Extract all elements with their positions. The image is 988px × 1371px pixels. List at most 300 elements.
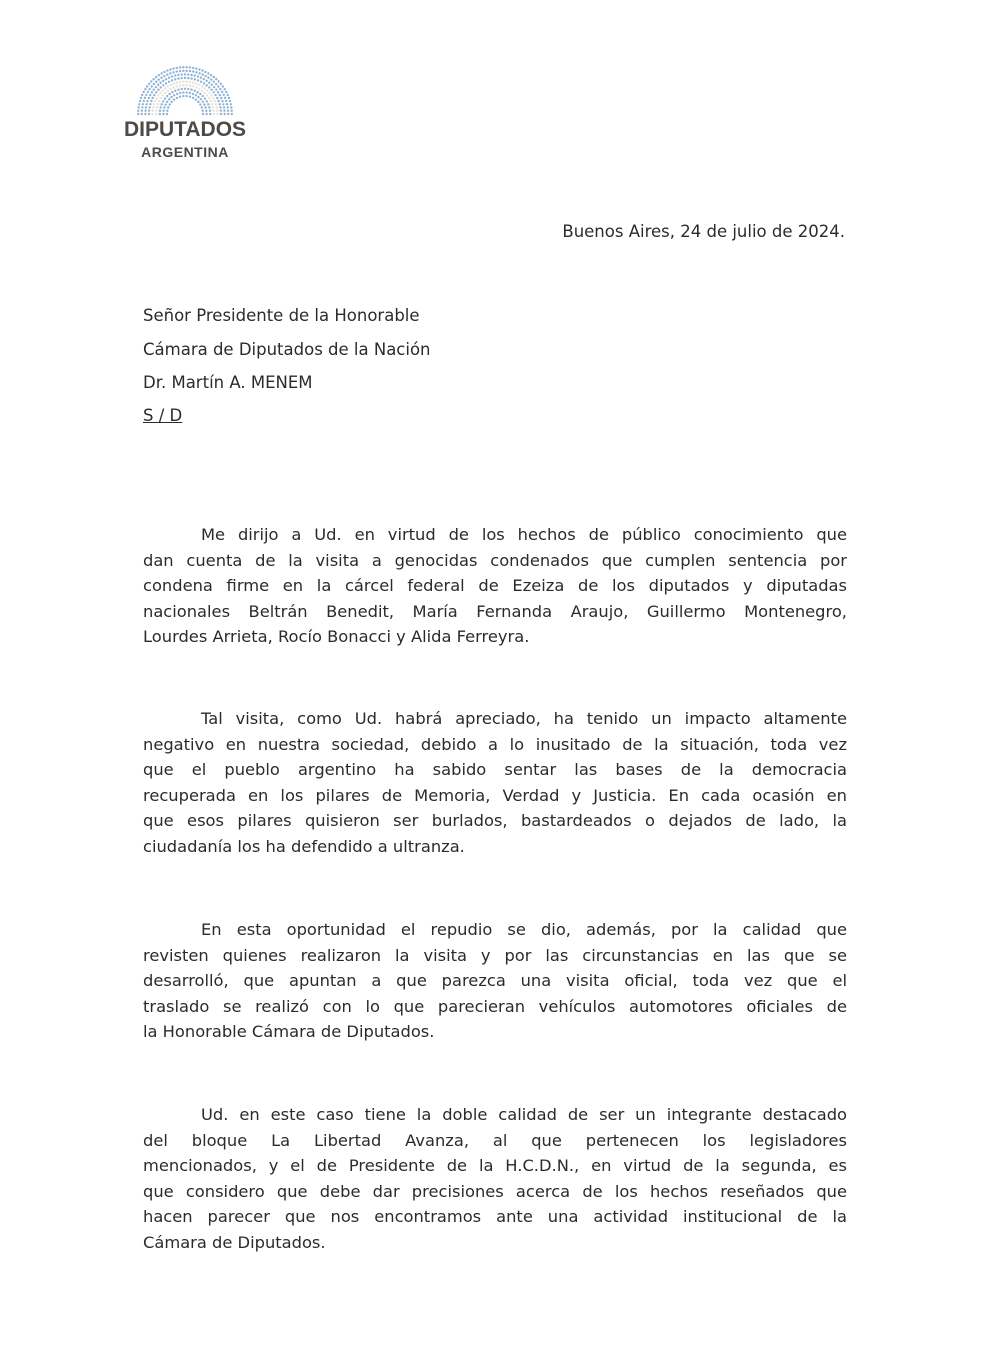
seat-dot	[148, 109, 150, 111]
seat-dot	[210, 94, 212, 96]
seat-dot	[140, 97, 142, 99]
seat-dot	[142, 103, 144, 105]
diputados-logo	[115, 60, 255, 170]
seat-dot	[165, 78, 167, 80]
seat-dot	[176, 93, 178, 95]
seat-dot	[155, 86, 157, 88]
seat-dot	[194, 78, 196, 80]
seat-dot	[223, 110, 225, 112]
seat-dot	[190, 88, 192, 90]
seat-dot	[208, 97, 210, 99]
seat-dot	[141, 94, 143, 96]
seat-dot	[166, 109, 168, 111]
seat-dot	[197, 96, 199, 98]
seat-dot	[154, 100, 156, 102]
seat-dot	[166, 73, 168, 75]
seat-dot	[160, 97, 162, 99]
paragraph-line: la Honorable Cámara de Diputados.	[143, 1022, 435, 1041]
recipient-line-2: Cámara de Diputados de la Nación	[143, 340, 431, 359]
seat-dot	[148, 113, 150, 115]
recipient-sd: S / D	[143, 406, 183, 425]
seat-dot	[198, 88, 200, 90]
seat-dot	[201, 90, 203, 92]
seat-dot	[141, 106, 143, 108]
paragraph-line: que esos pilares quisieron ser burlados, bastardeados o dejados de lado, la	[143, 811, 847, 830]
seat-dot	[217, 91, 219, 93]
seat-dot	[185, 70, 187, 72]
seat-dot	[169, 68, 171, 70]
seat-dot	[227, 94, 229, 96]
seat-dot	[195, 71, 197, 73]
seat-dot	[198, 72, 200, 74]
seat-dot	[220, 113, 222, 115]
seat-dot	[190, 77, 192, 79]
seat-dot	[146, 100, 148, 102]
paragraph-line: hacen parecer que nos encontramos ante una actividad institucional de la	[143, 1207, 847, 1226]
seat-dot	[194, 74, 196, 76]
seat-dot	[163, 75, 165, 77]
seat-dot	[230, 106, 232, 108]
seat-dot	[172, 71, 174, 73]
paragraph-line: Cámara de Diputados.	[143, 1232, 326, 1252]
seat-dot	[174, 90, 176, 92]
seat-dot	[187, 88, 189, 90]
seat-dot	[159, 110, 161, 112]
seat-dot	[219, 88, 221, 90]
seat-dot	[192, 85, 194, 87]
seat-dot	[221, 100, 223, 102]
seat-dot	[170, 84, 172, 86]
seat-dot	[179, 95, 181, 97]
seat-dot	[217, 80, 219, 82]
seat-dot	[171, 75, 173, 77]
paragraph-line: condena firme en la cárcel federal de Ezeiza de los diputados y diputadas	[143, 576, 847, 595]
seat-dot	[208, 106, 210, 108]
paragraph-line: que el pueblo argentino ha sabido sentar las bases de la democracia	[143, 760, 847, 779]
seat-dot	[162, 80, 164, 82]
seat-dot	[157, 103, 159, 105]
seat-dot	[192, 81, 194, 83]
seat-dot	[230, 110, 232, 112]
paragraph-line: nacionales Beltrán Benedit, María Fernanda Araujo, Guillermo Montenegro,	[143, 601, 847, 621]
seat-dot	[214, 94, 216, 96]
paragraph-line: Tal visita, como Ud. habrá apreciado, ha tenido un impacto altamente	[201, 709, 847, 728]
seat-dot	[222, 85, 224, 87]
seat-dot	[184, 73, 186, 75]
seat-dot	[228, 97, 230, 99]
seat-dot	[162, 110, 164, 112]
seat-dot	[227, 109, 229, 111]
seat-dot	[179, 70, 181, 72]
seat-dot	[181, 73, 183, 75]
seat-dot	[210, 100, 212, 102]
seat-dot	[161, 89, 163, 91]
seat-dot	[153, 83, 155, 85]
seat-dot	[223, 88, 225, 90]
seat-dot	[176, 67, 178, 69]
seat-dot	[192, 97, 194, 99]
seat-dot	[149, 103, 151, 105]
seat-dot	[164, 103, 166, 105]
seat-dot	[137, 110, 139, 112]
seat-dot	[197, 79, 199, 81]
seat-dot	[231, 113, 233, 115]
paragraph-line: En esta oportunidad el repudio se dio, además, por la calidad que	[201, 920, 847, 939]
seat-dot	[220, 83, 222, 85]
seat-dot	[139, 100, 141, 102]
seat-dot	[215, 83, 217, 85]
seat-dot	[205, 113, 207, 115]
seat-dot	[168, 93, 170, 95]
seat-dot	[173, 94, 175, 96]
seat-dot	[151, 91, 153, 93]
paragraph-line: Ud. en este caso tiene la doble calidad de ser un integrante destacado	[201, 1105, 847, 1124]
seat-dot	[189, 84, 191, 86]
seat-dot	[182, 91, 184, 93]
seat-dot	[144, 97, 146, 99]
recipient-line-3: Dr. Martín A. MENEM	[143, 373, 313, 392]
seat-dot	[167, 85, 169, 87]
seat-dot	[198, 84, 200, 86]
seat-dot	[215, 103, 217, 105]
seat-dot	[193, 90, 195, 92]
hemicycle-icon	[135, 64, 235, 116]
seat-dot	[170, 96, 172, 98]
seat-dot	[155, 109, 157, 111]
seat-dot	[167, 106, 169, 108]
seat-dot	[198, 68, 200, 70]
seat-dot	[197, 101, 199, 103]
seat-dot	[176, 81, 178, 83]
seat-dot	[204, 71, 206, 73]
seat-dot	[172, 67, 174, 69]
seat-dot	[203, 103, 205, 105]
seat-dot	[213, 113, 215, 115]
seat-dot	[174, 74, 176, 76]
seat-dot	[171, 101, 173, 103]
seat-dot	[174, 78, 176, 80]
seat-dot	[166, 113, 168, 115]
seat-dot	[197, 75, 199, 77]
seat-dot	[179, 81, 181, 83]
seat-dot	[138, 103, 140, 105]
seat-dot	[209, 110, 211, 112]
seat-dot	[182, 84, 184, 86]
seat-dot	[164, 92, 166, 94]
seat-dot	[200, 81, 202, 83]
seat-dot	[215, 88, 217, 90]
seat-dot	[159, 82, 161, 84]
seat-dot	[148, 97, 150, 99]
seat-dot	[213, 91, 215, 93]
seat-dot	[192, 93, 194, 95]
seat-dot	[189, 95, 191, 97]
seat-dot	[202, 101, 204, 103]
seat-dot	[220, 97, 222, 99]
seat-dot	[177, 74, 179, 76]
seat-dot	[226, 106, 228, 108]
seat-dot	[210, 89, 212, 91]
seat-dot	[219, 94, 221, 96]
seat-dot	[171, 91, 173, 93]
seat-dot	[141, 109, 143, 111]
seat-dot	[212, 109, 214, 111]
seat-dot	[160, 72, 162, 74]
paragraph-3	[143, 917, 847, 1045]
paragraph-line: Lourdes Arrieta, Rocío Bonacci y Alida Ferreyra.	[143, 627, 530, 646]
seat-dot	[195, 94, 197, 96]
seat-dot	[162, 100, 164, 102]
seat-dot	[225, 91, 227, 93]
seat-dot	[179, 92, 181, 94]
seat-dot	[164, 97, 166, 99]
seat-dot	[212, 106, 214, 108]
seat-dot	[207, 77, 209, 79]
seat-dot	[152, 78, 154, 80]
seat-dot	[201, 109, 203, 111]
seat-dot	[184, 88, 186, 90]
seat-dot	[147, 91, 149, 93]
recipient-line-1: Señor Presidente de la Honorable	[143, 306, 420, 325]
seat-dot	[185, 91, 187, 93]
seat-dot	[206, 100, 208, 102]
paragraph-line: negativo en nuestra sociedad, debido a lo inusitado de la situación, toda vez	[143, 734, 847, 754]
seat-dot	[168, 77, 170, 79]
seat-dot	[204, 97, 206, 99]
seat-dot	[189, 70, 191, 72]
seat-dot	[205, 84, 207, 86]
seat-dot	[220, 109, 222, 111]
seat-dot	[185, 95, 187, 97]
seat-dot	[150, 100, 152, 102]
seat-dot	[182, 80, 184, 82]
seat-dot	[185, 84, 187, 86]
seat-dot	[207, 103, 209, 105]
seat-dot	[165, 82, 167, 84]
seat-dot	[227, 113, 229, 115]
seat-dot	[171, 79, 173, 81]
seat-dot	[201, 69, 203, 71]
seat-dot	[230, 103, 232, 105]
seat-dot	[219, 106, 221, 108]
seat-dot	[204, 87, 206, 89]
seat-dot	[223, 113, 225, 115]
seat-dot	[216, 97, 218, 99]
seat-dot	[159, 113, 161, 115]
seat-dot	[201, 73, 203, 75]
seat-dot	[162, 84, 164, 86]
seat-dot	[195, 98, 197, 100]
paragraph-line: que considero que debe dar precisiones acerca de los hechos reseñados que	[143, 1181, 847, 1201]
seat-dot	[213, 81, 215, 83]
seat-dot	[164, 87, 166, 89]
logo-subtitle: ARGENTINA	[141, 144, 229, 160]
seat-dot	[221, 91, 223, 93]
seat-dot	[185, 80, 187, 82]
seat-dot	[148, 83, 150, 85]
seat-dot	[179, 66, 181, 68]
seat-dot	[189, 66, 191, 68]
seat-dot	[208, 82, 210, 84]
paragraph-1	[143, 522, 847, 650]
seat-dot	[158, 78, 160, 80]
seat-dot	[152, 106, 154, 108]
seat-dot	[161, 103, 163, 105]
seat-dot	[163, 106, 165, 108]
seat-dot	[169, 72, 171, 74]
seat-dot	[155, 113, 157, 115]
seat-dot	[204, 92, 206, 94]
seat-dot	[200, 77, 202, 79]
seat-dot	[166, 95, 168, 97]
seat-dot	[185, 66, 187, 68]
seat-dot	[203, 82, 205, 84]
seat-dot	[182, 66, 184, 68]
seat-dot	[155, 76, 157, 78]
seat-dot	[182, 95, 184, 97]
seat-dot	[206, 94, 208, 96]
seat-dot	[173, 98, 175, 100]
seat-dot	[145, 106, 147, 108]
seat-dot	[208, 86, 210, 88]
seat-dot	[146, 85, 148, 87]
seat-dot	[148, 88, 150, 90]
seat-dot	[211, 84, 213, 86]
seat-dot	[160, 86, 162, 88]
seat-dot	[153, 88, 155, 90]
seat-dot	[166, 101, 168, 103]
seat-dot	[144, 113, 146, 115]
seat-dot	[177, 77, 179, 79]
seat-dot	[199, 103, 201, 105]
seat-dot	[155, 81, 157, 83]
logo-title: DIPUTADOS	[123, 118, 247, 141]
seat-dot	[159, 106, 161, 108]
seat-dot	[218, 103, 220, 105]
seat-dot	[143, 100, 145, 102]
seat-dot	[160, 77, 162, 79]
seat-dot	[224, 97, 226, 99]
seat-dot	[152, 97, 154, 99]
seat-dot	[144, 110, 146, 112]
seat-dot	[189, 81, 191, 83]
seat-dot	[162, 113, 164, 115]
seat-dot	[150, 85, 152, 87]
seat-dot	[180, 77, 182, 79]
seat-dot	[195, 67, 197, 69]
seat-dot	[141, 113, 143, 115]
seat-dot	[155, 97, 157, 99]
seat-dot	[205, 110, 207, 112]
seat-dot	[202, 95, 204, 97]
seat-dot	[215, 78, 217, 80]
seat-dot	[204, 75, 206, 77]
seat-dot	[184, 77, 186, 79]
seat-dot	[157, 84, 159, 86]
seat-dot	[166, 69, 168, 71]
paragraph-line: recuperada en los pilares de Memoria, Verdad y Justicia. En cada ocasión en	[143, 785, 847, 805]
paragraph-line: Me dirijo a Ud. en virtud de los hechos de público conocimiento que	[201, 525, 847, 544]
seat-dot	[158, 100, 160, 102]
seat-dot	[168, 81, 170, 83]
seat-dot	[203, 78, 205, 80]
seat-dot	[192, 70, 194, 72]
seat-dot	[187, 77, 189, 79]
seat-dot	[145, 94, 147, 96]
seat-dot	[162, 94, 164, 96]
seat-dot	[212, 97, 214, 99]
seat-dot	[144, 88, 146, 90]
seat-dot	[172, 86, 174, 88]
seat-dot	[177, 88, 179, 90]
paragraph-line: del bloque La Libertad Avanza, al que pertenecen los legisladores	[143, 1130, 847, 1150]
seat-dot	[223, 94, 225, 96]
seat-dot	[176, 70, 178, 72]
seat-dot	[168, 98, 170, 100]
seat-dot	[179, 84, 181, 86]
seat-dot	[201, 85, 203, 87]
paragraph-line: desarrolló, que apuntan a que parezca una visita oficial, toda vez que el	[143, 971, 847, 990]
seat-dot	[216, 106, 218, 108]
seat-dot	[209, 113, 211, 115]
seat-dot	[150, 80, 152, 82]
paragraph-line: mencionados, y el de Presidente de la H.C.D.N., en virtud de la segunda, es	[143, 1156, 847, 1175]
seat-dot	[159, 92, 161, 94]
seat-dot	[217, 100, 219, 102]
paragraph-line: ciudadanía los ha defendido a ultranza.	[143, 836, 465, 856]
seat-dot	[192, 67, 194, 69]
paragraph-2	[143, 706, 847, 859]
seat-dot	[169, 103, 171, 105]
seat-dot	[216, 110, 218, 112]
seat-dot	[153, 103, 155, 105]
seat-dot	[206, 89, 208, 91]
seat-dot	[202, 113, 204, 115]
seat-dot	[181, 88, 183, 90]
seat-dot	[145, 103, 147, 105]
seat-dot	[210, 74, 212, 76]
seat-dot	[195, 82, 197, 84]
seat-dot	[195, 86, 197, 88]
seat-dot	[148, 106, 150, 108]
seat-dot	[187, 73, 189, 75]
seat-dot	[163, 71, 165, 73]
seat-dot	[158, 74, 160, 76]
seat-dot	[169, 88, 171, 90]
seat-dot	[176, 97, 178, 99]
seat-dot	[167, 90, 169, 92]
seat-dot	[225, 100, 227, 102]
paragraph-line: revisten quienes realizaron la visita y por las circunstancias en las que se	[143, 945, 847, 965]
seat-dot	[137, 113, 139, 115]
seat-dot	[153, 94, 155, 96]
seat-dot	[214, 100, 216, 102]
seat-dot	[229, 100, 231, 102]
seat-dot	[217, 85, 219, 87]
seat-dot	[151, 113, 153, 115]
seat-dot	[189, 92, 191, 94]
seat-dot	[200, 98, 202, 100]
seat-dot	[207, 72, 209, 74]
seat-dot	[205, 80, 207, 82]
paragraph-4	[143, 1102, 847, 1255]
seat-dot	[155, 91, 157, 93]
seat-dot	[156, 106, 158, 108]
seat-dot	[157, 94, 159, 96]
seat-dot	[211, 103, 213, 105]
seat-dot	[152, 110, 154, 112]
seat-dot	[216, 113, 218, 115]
